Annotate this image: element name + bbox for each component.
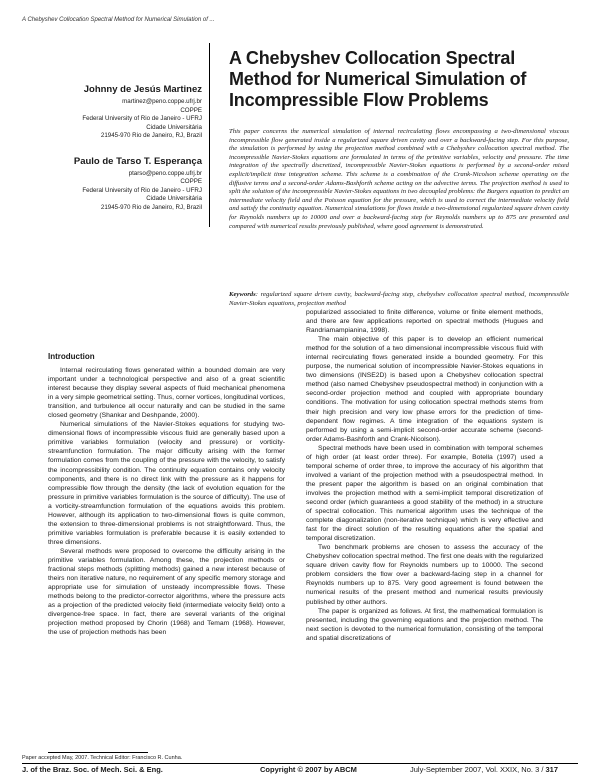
author-name: Johnny de Jesús Martinez [83,84,202,95]
body-column-right [306,308,543,643]
paragraph: Spectral methods have been used in combination with temporal schemes of high order (at least order three). For example, Botella (1997) used a temporal scheme of order three, to improve the accuracy of his algorithm that involved a variant of the projection method with a pseudospectral method. In the present paper the algorithm is based on an original combination that involves the projection method with a semi-implicit temporal discretization of second order (which guarantees a good stability of the method) in a structure of spectral collocation. This numerical algorithm uses the technique of the complete diagonalization (non-iterative technique) which is very effective and fast for the direct solution of the resulting equations after the spatial and temporal discretization. [306,444,543,543]
footer-copyright: Copyright © 2007 by ABCM [260,765,357,774]
paragraph: Numerical simulations of the Navier-Stokes equations for studying two-dimensional flows of incompressible viscous fluid are generally based upon a primitive variables formulation (velocity and pressure) or vorticity-streamfunction formulation. The major difficulty arising with the former formulation comes from the coupling of the pressure with the velocity, to satisfy the incompressibility condition. The continuity equation contains only velocity components, and there is no direct link with the pressure as it happens for compressible flow through the density (the lack of evolution equation for the pressure in primitive variables formulation is the source of difficulty). The use of a vorticity-streamfunction formulation of the equations avoids this problem. However, although its application to two-dimensional flows is quite common, the extension to three-dimensional problems is not straightforward. Thus, the primitive variables formulation is preferable because it is easily extended to three dimensions. [48,421,285,546]
footnote-rule [48,752,148,753]
author-affiliation: Federal University of Rio de Janeiro - UFRJ [82,115,202,122]
author-block-1 [22,84,202,141]
keywords-label: Keywords [229,291,256,298]
footer-issue [410,765,558,774]
footnote: Paper accepted May, 2007. Technical Editor: Francisco R. Cunha. [22,755,183,761]
author-affiliation: Federal University of Rio de Janeiro - UFRJ [82,186,202,194]
keywords [229,291,569,308]
author-address: 21945-970 Rio de Janeiro, RJ, Brazil [100,132,202,139]
body-column-left [48,366,285,637]
author-list [22,84,202,227]
footer-issue-text: July-September 2007, Vol. XXIX, No. 3 / [410,765,544,774]
author-email: martinez@peno.coppe.ufrj.br [122,98,202,105]
abstract: This paper concerns the numerical simulation of internal recirculating flows encompassing a two-dimensional viscous incompressible flow generated inside a regularized square driven cavity and over a backward-facing step. For this purpose, the simulation is performed by using the projection method combined with a Chebyshev collocation spectral method. The incompressible Navier-Stokes equations are formulated in terms of the primitive variables, velocity and pressure. The time integration of the spectrally discretized, incompressible Navier-Stokes equations is performed by a second-order mixed explicit/implicit time integration scheme. This scheme is a combination of the Crank-Nicolson scheme operating on the diffusive terms and a second-order Adams-Bashforth scheme acting on the advective terms. The projection method is used to split the solution of the incompressible Navier-Stokes equations in two decoupled problems: the Burgers equation to predict an intermediate velocity field and the Poisson equation for the pressure, which is used to correct the intermediate velocity field and satisfy the continuity equation. Numerical simulations for flows inside a two-dimensional regularized square driven cavity for Reynolds numbers up to 10000 and over a backward-facing step for Reynolds numbers up to 875 are presented and compared with numerical results previously published, where good agreement is demonstrated. [229,128,569,230]
author-affiliation: COPPE [180,106,202,114]
paper-title: A Chebyshev Collocation Spectral Method for Numerical Simulation of Incompressible Flow Problems [229,48,527,110]
keywords-text: : regularized square driven cavity, backward-facing step, chebyshev collocation spectral method, incompressible Navier-Stokes equations, projection method [229,291,569,307]
page-number: 317 [545,765,559,774]
author-email: ptarso@peno.coppe.ufrj.br [128,169,202,177]
header-divider [209,43,210,227]
footer-rule [22,763,578,764]
author-block-2 [22,156,202,213]
footer-journal: J. of the Braz. Soc. of Mech. Sci. & Eng. [22,765,163,774]
author-affiliation: COPPE [180,178,202,185]
paragraph: The paper is organized as follows. At first, the mathematical formulation is presented, including the governing equations and the projection method. The next section is devoted to the numerical formulation, consisting of the temporal and spatial discretizations of [306,607,543,642]
paragraph: popularized associated to finite difference, volume or finite element methods, and there are few applications reported on spectral methods (Hugues and Randriamampianina, 1998). [306,309,543,335]
paragraph: Two benchmark problems are chosen to assess the accuracy of the Chebyshev collocation spectral method. The first one deals with the regularized square driven cavity flow for Reynolds numbers up to 10000. The second problem considers the flow over a backward-facing step in a channel for Reynolds numbers up to 875. Very good agreement is found between the numerical results of the present method and numerical results previously published by other authors. [306,544,544,606]
section-heading-introduction: Introduction [48,352,95,361]
paragraph: The main objective of this paper is to develop an efficient numerical method for the solution of a two dimensional incompressible viscous fluid with internal recirculating flows generated inside a bounded geometry. For this purpose, the numerical solution of incompressible Navier-Stokes equations in two dimensions (INSE2D) is based upon a Chebyshev collocation spectral method (also named Chebyshev pseudospectral method) in conjunction with a second-order projection method and coupled with appropriate boundary conditions. The motivation for using collocation spectral methods stems from their high precision and very low phase errors for the prediction of time-dependent flow regimes. A time integration of the equations system is performed by using a semi-implicit second-order accurate scheme (second-order Adams-Bashforth and Crank-Nicolson). [306,336,543,443]
paragraph: Several methods were proposed to overcome the difficulty arising in the primitive variables formulation. Among these, the projection methods or fractional steps methods (splitting methods) gained a new interest because of theirs non iterative nature, no requirement of any specific memory storage and appropriate use for simulation of unsteady incompressible flows. These methods belong to the predictor-corrector algorithms, where the pressure acts as a projection of the predicted velocity field (intermediate velocity field) onto a divergence-free space. In fact, there are several variants of the original projection method proposed by Chorin (1968) and Temam (1968). However, the use of projection methods has been [48,547,285,637]
author-address: 21945-970 Rio de Janeiro, RJ, Brazil [100,203,202,211]
author-name: Paulo de Tarso T. Esperança [73,155,202,167]
paragraph: Internal recirculating flows generated within a bounded domain are very important under a technological perspective and also of a great scientific interest because they display several aspects of fluid mechanical phenomena in a very simple geometrical setting. Thus, corner vortices, longitudinal vortices, transition, and turbulence all occur naturally and can be studied in the same closed geometry (Shankar and Deshpande, 2000). [48,367,285,420]
author-affiliation: Cidade Universitária [146,123,202,131]
author-affiliation: Cidade Universitária [146,195,202,202]
running-head: A Chebyshev Collocation Spectral Method for Numerical Simulation of ... [22,17,215,23]
